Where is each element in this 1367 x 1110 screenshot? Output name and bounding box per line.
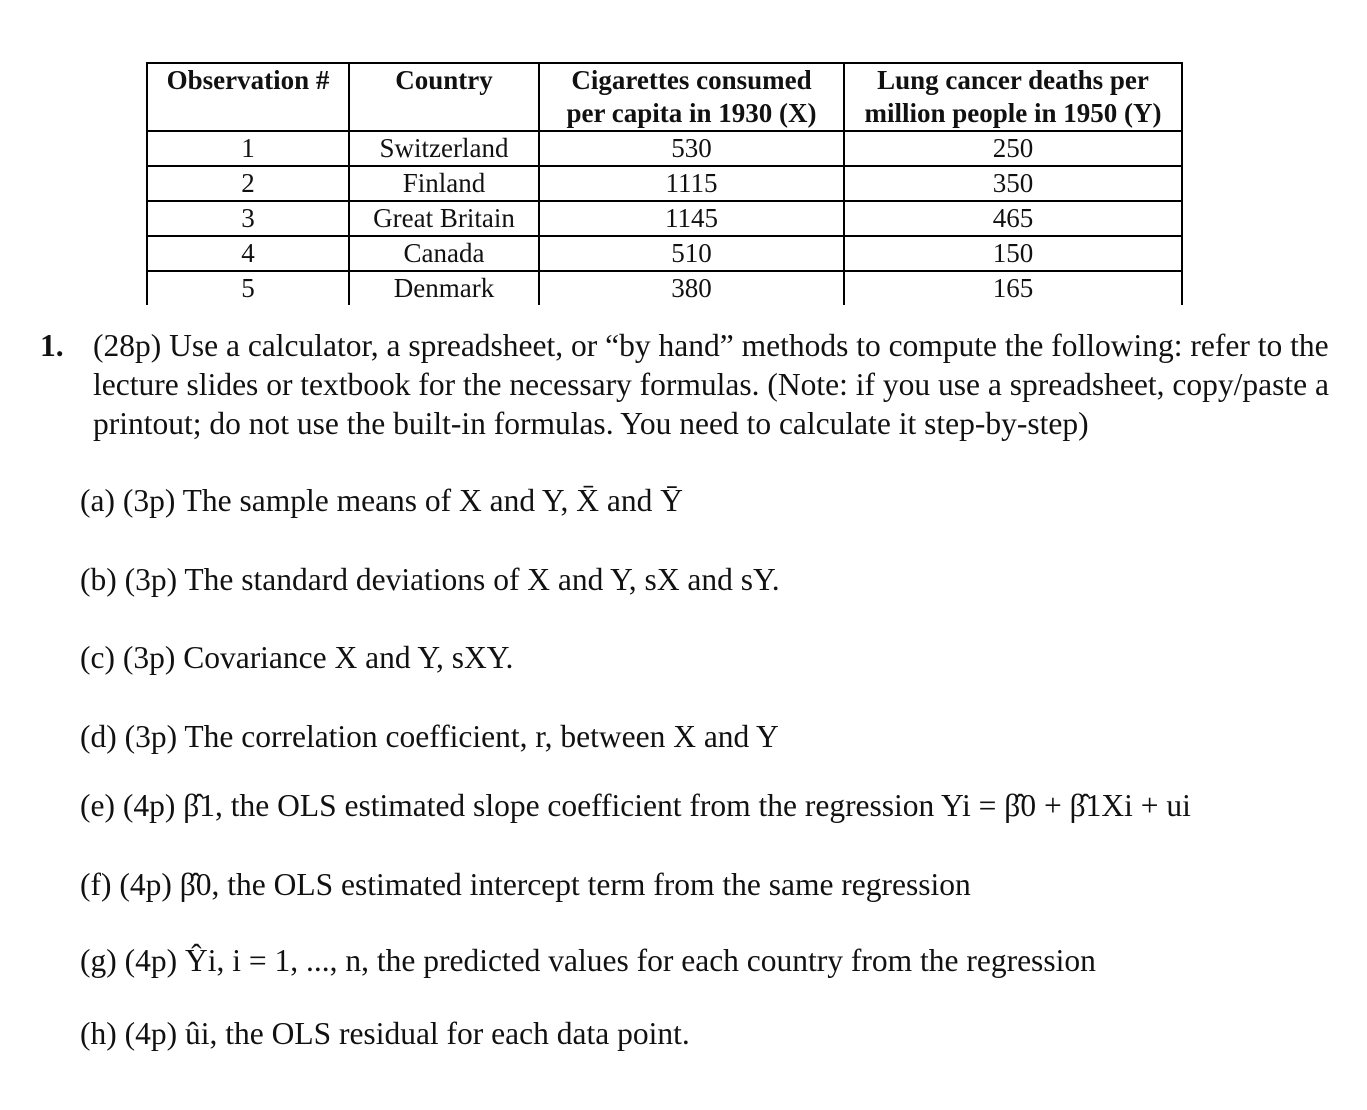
cell-country: Finland xyxy=(349,166,539,201)
part-points: (3p) xyxy=(122,483,176,518)
cell-country: Denmark xyxy=(349,271,539,305)
question-text: (28p) Use a calculator, a spreadsheet, or “by hand” methods to compute the following: refer to the lecture slides or textbook for the necessary formulas. (Note: if you use a spreadsheet, copy/paste a printout; do not use the built-in formulas. You need to calculate it step-by-step) xyxy=(93,328,1329,441)
cell-deaths: 150 xyxy=(844,236,1182,271)
part-text: The standard deviations of X and Y, sX and sY. xyxy=(184,562,780,597)
cell-cigarettes: 1115 xyxy=(539,166,844,201)
part-b xyxy=(80,560,780,600)
part-label: (a) xyxy=(80,483,115,518)
part-c xyxy=(80,638,513,678)
cell-country: Great Britain xyxy=(349,201,539,236)
table-row xyxy=(147,201,1182,236)
header-observation: Observation # xyxy=(147,63,349,131)
table-row xyxy=(147,271,1182,305)
cell-deaths: 350 xyxy=(844,166,1182,201)
part-label: (d) xyxy=(80,719,117,754)
header-cigarettes: Cigarettes consumed per capita in 1930 (X) xyxy=(539,63,844,131)
part-label: (c) xyxy=(80,640,115,675)
cell-country: Switzerland xyxy=(349,131,539,166)
part-label: (f) xyxy=(80,867,112,902)
cell-observation: 4 xyxy=(147,236,349,271)
cell-cigarettes: 510 xyxy=(539,236,844,271)
part-d xyxy=(80,717,779,757)
table-row xyxy=(147,236,1182,271)
part-points: (4p) xyxy=(124,1016,178,1051)
part-g xyxy=(80,941,1096,981)
part-text: ûi, the OLS residual for each data point. xyxy=(184,1016,690,1051)
part-points: (4p) xyxy=(122,788,176,823)
part-text: β̂1, the OLS estimated slope coefficient from the regression Yi = β̂0 + β̂1Xi + ui xyxy=(183,788,1191,823)
cell-deaths: 250 xyxy=(844,131,1182,166)
cell-observation: 1 xyxy=(147,131,349,166)
table-header-row xyxy=(147,63,1182,131)
part-text: The correlation coefficient, r, between X and Y xyxy=(184,719,779,754)
question-number: 1. xyxy=(40,328,64,363)
part-f xyxy=(80,865,971,905)
cell-cigarettes: 530 xyxy=(539,131,844,166)
part-a xyxy=(80,481,683,521)
table-row xyxy=(147,166,1182,201)
part-e xyxy=(80,786,1191,826)
cell-deaths: 465 xyxy=(844,201,1182,236)
data-table xyxy=(146,62,1183,305)
cell-observation: 3 xyxy=(147,201,349,236)
part-label: (g) xyxy=(80,943,117,978)
part-points: (3p) xyxy=(124,719,178,754)
table-row xyxy=(147,131,1182,166)
cell-deaths: 165 xyxy=(844,271,1182,305)
cell-cigarettes: 380 xyxy=(539,271,844,305)
part-text: Ŷi, i = 1, ..., n, the predicted values for each country from the regression xyxy=(184,943,1096,978)
part-label: (h) xyxy=(80,1016,117,1051)
part-points: (3p) xyxy=(122,640,176,675)
part-points: (3p) xyxy=(124,562,178,597)
header-lung-cancer: Lung cancer deaths per million people in 1950 (Y) xyxy=(844,63,1182,131)
part-label: (b) xyxy=(80,562,117,597)
part-label: (e) xyxy=(80,788,115,823)
part-text: Covariance X and Y, sXY. xyxy=(183,640,514,675)
question-intro xyxy=(40,326,1350,443)
part-text: The sample means of X and Y, X̄ and Ȳ xyxy=(182,483,684,518)
cell-observation: 2 xyxy=(147,166,349,201)
header-country: Country xyxy=(349,63,539,131)
cell-cigarettes: 1145 xyxy=(539,201,844,236)
cell-observation: 5 xyxy=(147,271,349,305)
part-points: (4p) xyxy=(124,943,178,978)
part-h xyxy=(80,1014,690,1054)
cell-country: Canada xyxy=(349,236,539,271)
part-points: (4p) xyxy=(119,867,172,902)
part-text: β̂0, the OLS estimated intercept term from the same regression xyxy=(179,867,971,902)
